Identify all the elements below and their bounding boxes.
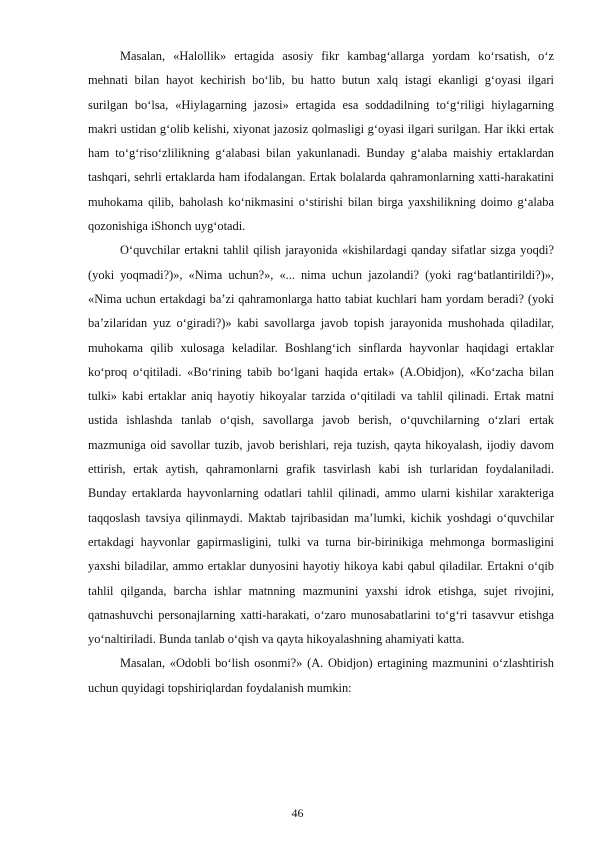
paragraph: Masalan, «Odobli bo‘lish osonmi?» (A. Obidjon) ertagining mazmunini o‘zlashtirish uchun quyidagi topshiriqlardan foydalanish mumkin: bbox=[88, 656, 554, 695]
body-text bbox=[88, 44, 554, 700]
paragraph: O‘quvchilar ertakni tahlil qilish jarayonida «kishilardagi qanday sifatlar sizga yoqdi? (yoki yoqmadi?)», «Nima uchun?», «... nima uchun jazolandi? (yoki rag‘batlantirildi?)», «Nima uchun ertakdagi ba’zi qahramonlarga hatto tabiat kuchlari ham yordam beradi? (yoki ba’zilaridan yuz o‘giradi?)» kabi savollarga javob topish jarayonida mushohada qiladilar, muhokama qilib xulosaga keladilar. Boshlang‘ich sinflarda hayvonlar haqidagi ertaklar ko‘proq o‘qitiladi. «Bo‘rining tabib bo‘lgani haqida ertak» (A.Obidjon), «Ko‘zacha bilan tulki» kabi ertaklar aniq hayotiy hikoyalar tarzida o‘qitiladi va tahlil qilinadi. Ertak matni ustida ishlashda tanlab o‘qish, savollarga javob berish, o‘quvchilarning o‘zlari ertak mazmuniga oid savollar tuzib, javob berishlari, reja tuzish, qayta hikoyalash, ijodiy davom ettirish, ertak aytish, qahramonlarni grafik tasvirlash kabi ish turlaridan foydalaniladi. Bunday ertaklarda hayvonlarning odatlari tahlil qilinadi, ammo ularni kishilar xarakteriga taqqoslash tavsiya qilinmaydi. Maktab tajribasidan ma’lumki, kichik yoshdagi o‘quvchilar ertakdagi hayvonlar gapirmasligini, tulki va turna bir-birinikiga mehmonga bormasligini yaxshi biladilar, ammo ertaklar dunyosini hayotiy hikoya kabi qabul qiladilar. Ertakni o‘qib tahlil qilganda, barcha ishlar matnning mazmunini yaxshi idrok etishga, sujet rivojini, qatnashuvchi personajlarning xatti-harakati, o‘zaro munosabatlarini to‘g‘ri tasavvur etishga yo‘naltiriladi. Bunda tanlab o‘qish va qayta hikoyalashning ahamiyati katta. bbox=[88, 243, 554, 647]
paragraph: Masalan, «Halollik» ertagida asosiy fikr kambag‘allarga yordam ko‘rsatish, o‘z mehnati bilan hayot kechirish bo‘lib, bu hatto butun xalq istagi ekanligi g‘oyasi ilgari surilgan bo‘lsa, «Hiylagarning jazosi» ertagida esa soddadilning to‘g‘riligi hiylagarning makri ustidan g‘olib kelishi, xiyonat jazosiz qolmasligi g‘oyasi ilgari surilgan. Har ikki ertak ham to‘g‘riso‘zlilikning g‘alabasi bilan yakunlanadi. Bunday g‘alaba maishiy ertaklardan tashqari, sehrli ertaklarda ham ifodalangan. Ertak bolalarda qahramonlarning xatti-harakatini muhokama qilib, baholash ko‘nikmasini o‘stirishi bilan birga yaxshilikning doimo g‘alaba qozonishiga iShonch uyg‘otadi. bbox=[88, 49, 554, 234]
page-number: 46 bbox=[291, 806, 304, 820]
